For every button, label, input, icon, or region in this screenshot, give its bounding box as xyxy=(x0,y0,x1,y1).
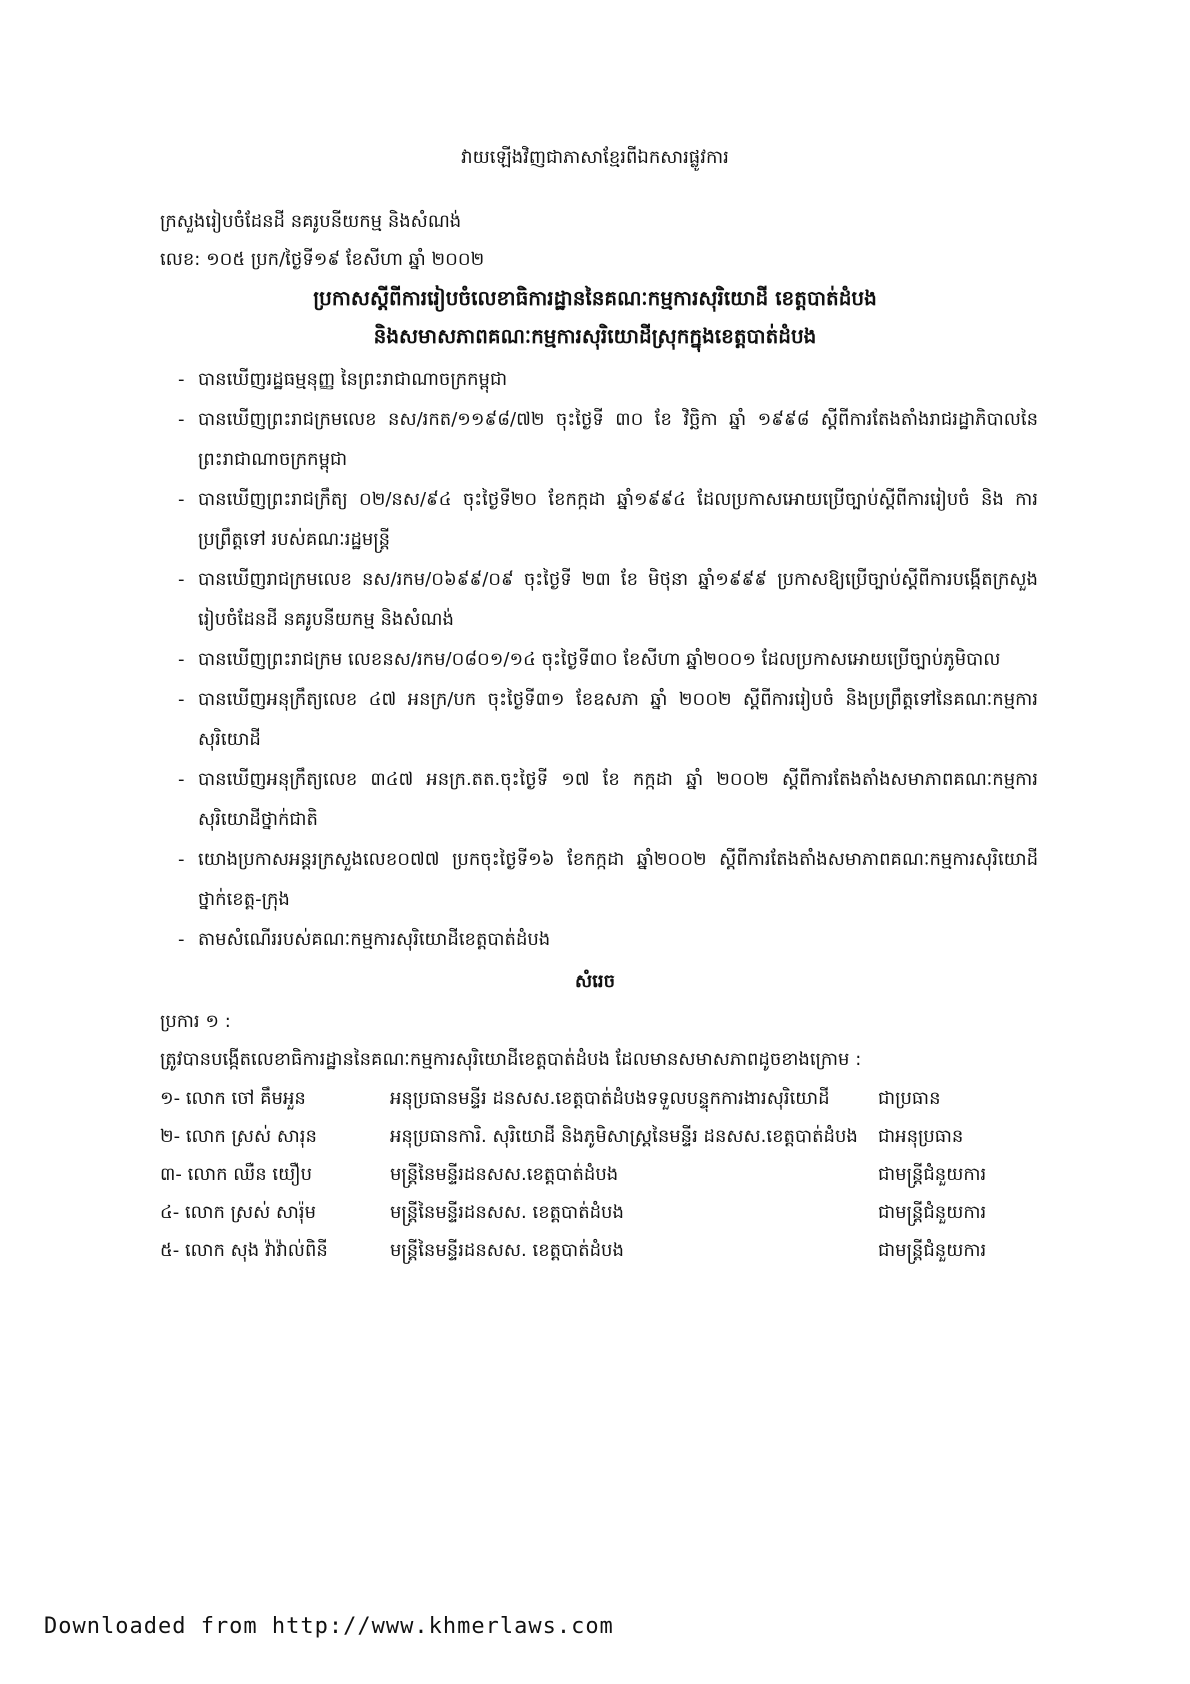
article-intro: ត្រូវបានបង្កើតលេខាធិការដ្ឋាននៃគណៈកម្មការសុរិយោដីខេត្តបាត់ដំបង ដែលមានសមាសភាពដូចខាងក្រោម : xyxy=(160,1049,862,1070)
preamble-item: - បានឃើញព្រះរាជក្រមលេខ នស/រកត/១១៩៨/៧២ ចុះថ្ងៃទី ៣០ ខែ វិច្ឆិកា ឆ្នាំ ១៩៩៨ ស្តីពីការតែងតាំងរាជរដ្ឋាភិបាលនៃព្រះរាជាណាចក្រកម្ពុជា xyxy=(178,409,1038,470)
document-title-line-2: និងសមាសភាពគណៈកម្មការសុរិយោដីស្រុកក្នុងខេត្តបាត់ដំបង xyxy=(373,324,817,348)
member-role: ជាមន្ត្រីជំនួយការ xyxy=(878,1202,987,1223)
member-position: មន្ត្រីនៃមន្ទីរដនសស.ខេត្តបាត់ដំបង xyxy=(390,1164,619,1185)
member-position: អនុប្រធានការិ. សុរិយោដី និងភូមិសាស្ត្រនៃមន្ទីរ ដនសស.ខេត្តបាត់ដំបង xyxy=(390,1126,858,1147)
member-row xyxy=(160,1238,1040,1266)
article-label: ប្រការ ១ : xyxy=(160,1011,231,1032)
member-row xyxy=(160,1124,1040,1152)
document-title-line-1: ប្រកាសស្តីពីការរៀបចំលេខាធិការដ្ឋាននៃគណៈកម្មការសុរិយោដី ខេត្តបាត់ដំបង xyxy=(313,286,877,310)
reference-number: លេខ: ១០៥ ប្រក/ថ្ងៃទី១៩ ខែសីហា ឆ្នាំ ២០០២ xyxy=(160,249,485,270)
preamble-item: - បានឃើញរាជក្រមលេខ នស/រកម/០៦៩៩/០៩ ចុះថ្ងៃទី ២៣ ខែ មិថុនា ឆ្នាំ១៩៩៩ ប្រកាសឱ្យប្រើច្បាប់ស្តីពីការបង្កើតក្រសួងរៀបចំដែនដី នគរូបនីយកម្ម និងសំណង់ xyxy=(178,569,1038,630)
member-role: ជាមន្ត្រីជំនួយការ xyxy=(878,1164,987,1185)
member-row xyxy=(160,1200,1040,1228)
member-name: ៥- លោក សុង វ៉ាវ៉ាល់ពិនី xyxy=(160,1240,328,1261)
member-role: ជាអនុប្រធាន xyxy=(878,1126,964,1147)
preamble-item: - បានឃើញព្រះរាជក្រម លេខនស/រកម/០៨០១/១៤ ចុះថ្ងៃទី៣០ ខែសីហា ឆ្នាំ២០០១ ដែលប្រកាសអោយប្រើច្បាប់ភូមិបាល xyxy=(178,649,1001,670)
member-role: ជាមន្ត្រីជំនួយការ xyxy=(878,1240,987,1261)
member-row xyxy=(160,1086,1040,1114)
preamble-item: - បានឃើញអនុក្រឹត្យលេខ ៣៤៧ អនក្រ.តត.ចុះថ្ងៃទី ១៧ ខែ កក្កដា ឆ្នាំ ២០០២ ស្តីពីការតែងតាំងសមាភាពគណៈកម្មការសុរិយោដីថ្នាក់ជាតិ xyxy=(178,769,1038,830)
preamble-item: - យោងប្រកាសអន្តរក្រសួងលេខ០៧៧ ប្រកចុះថ្ងៃទី១៦ ខែកក្កដា ឆ្នាំ២០០២ ស្តីពីការតែងតាំងសមាភាពគណៈកម្មការសុរិយោដីថ្នាក់ខេត្ត-ក្រុង xyxy=(178,849,1038,910)
preamble-item: - បានឃើញព្រះរាជក្រឹត្យ ០២/នស/៩៤ ចុះថ្ងៃទី២០ ខែកក្កដា ឆ្នាំ១៩៩៤ ដែលប្រកាសអោយប្រើច្បាប់ស្តីពីការរៀបចំ និង ការប្រព្រឹត្តទៅ របស់គណៈរដ្ឋមន្ត្រី xyxy=(178,489,1038,550)
download-source-footer: Downloaded from http://www.khmerlaws.com xyxy=(44,1614,614,1639)
preamble-item: - បានឃើញអនុក្រឹត្យលេខ ៤៧ អនក្រ/បក ចុះថ្ងៃទី៣១ ខែឧសភា ឆ្នាំ ២០០២ ស្តីពីការរៀបចំ និងប្រព្រឹត្តទៅនៃគណៈកម្មការសុរិយោដី xyxy=(178,689,1038,750)
preamble-item: - បានឃើញរដ្ឋធម្មនុញ្ញ នៃព្រះរាជាណាចក្រកម្ពុជា xyxy=(178,369,508,390)
member-position: អនុប្រធានមន្ទីរ ដនសស.ខេត្តបាត់ដំបងទទួលបន្ទុកការងារសុរិយោដី xyxy=(390,1088,830,1109)
member-position: មន្ត្រីនៃមន្ទីរដនសស. ខេត្តបាត់ដំបង xyxy=(390,1202,624,1223)
member-role: ជាប្រធាន xyxy=(878,1088,941,1109)
preamble-item: - តាមសំណើររបស់គណៈកម្មការសុរិយោដីខេត្តបាត់ដំបង xyxy=(178,929,551,950)
member-row xyxy=(160,1162,1040,1190)
ministry-name: ក្រសួងរៀបចំដែនដី នគរូបនីយកម្ម និងសំណង់ xyxy=(160,211,462,232)
member-name: ៤- លោក ស្រស់ សារ៉ុម xyxy=(160,1202,317,1223)
top-note: វាយឡើងវិញជាភាសាខ្មែរពីឯកសារផ្លូវការ xyxy=(461,147,729,168)
member-name: ២- លោក ស្រស់ សារុន xyxy=(160,1126,317,1147)
decision-heading: សំរេច xyxy=(575,971,615,992)
member-name: ៣- លោក ឈឺន យឿប xyxy=(160,1164,313,1185)
member-position: មន្ត្រីនៃមន្ទីរដនសស. ខេត្តបាត់ដំបង xyxy=(390,1240,624,1261)
member-name: ១- លោក ចៅ គឹមអួន xyxy=(160,1088,306,1109)
